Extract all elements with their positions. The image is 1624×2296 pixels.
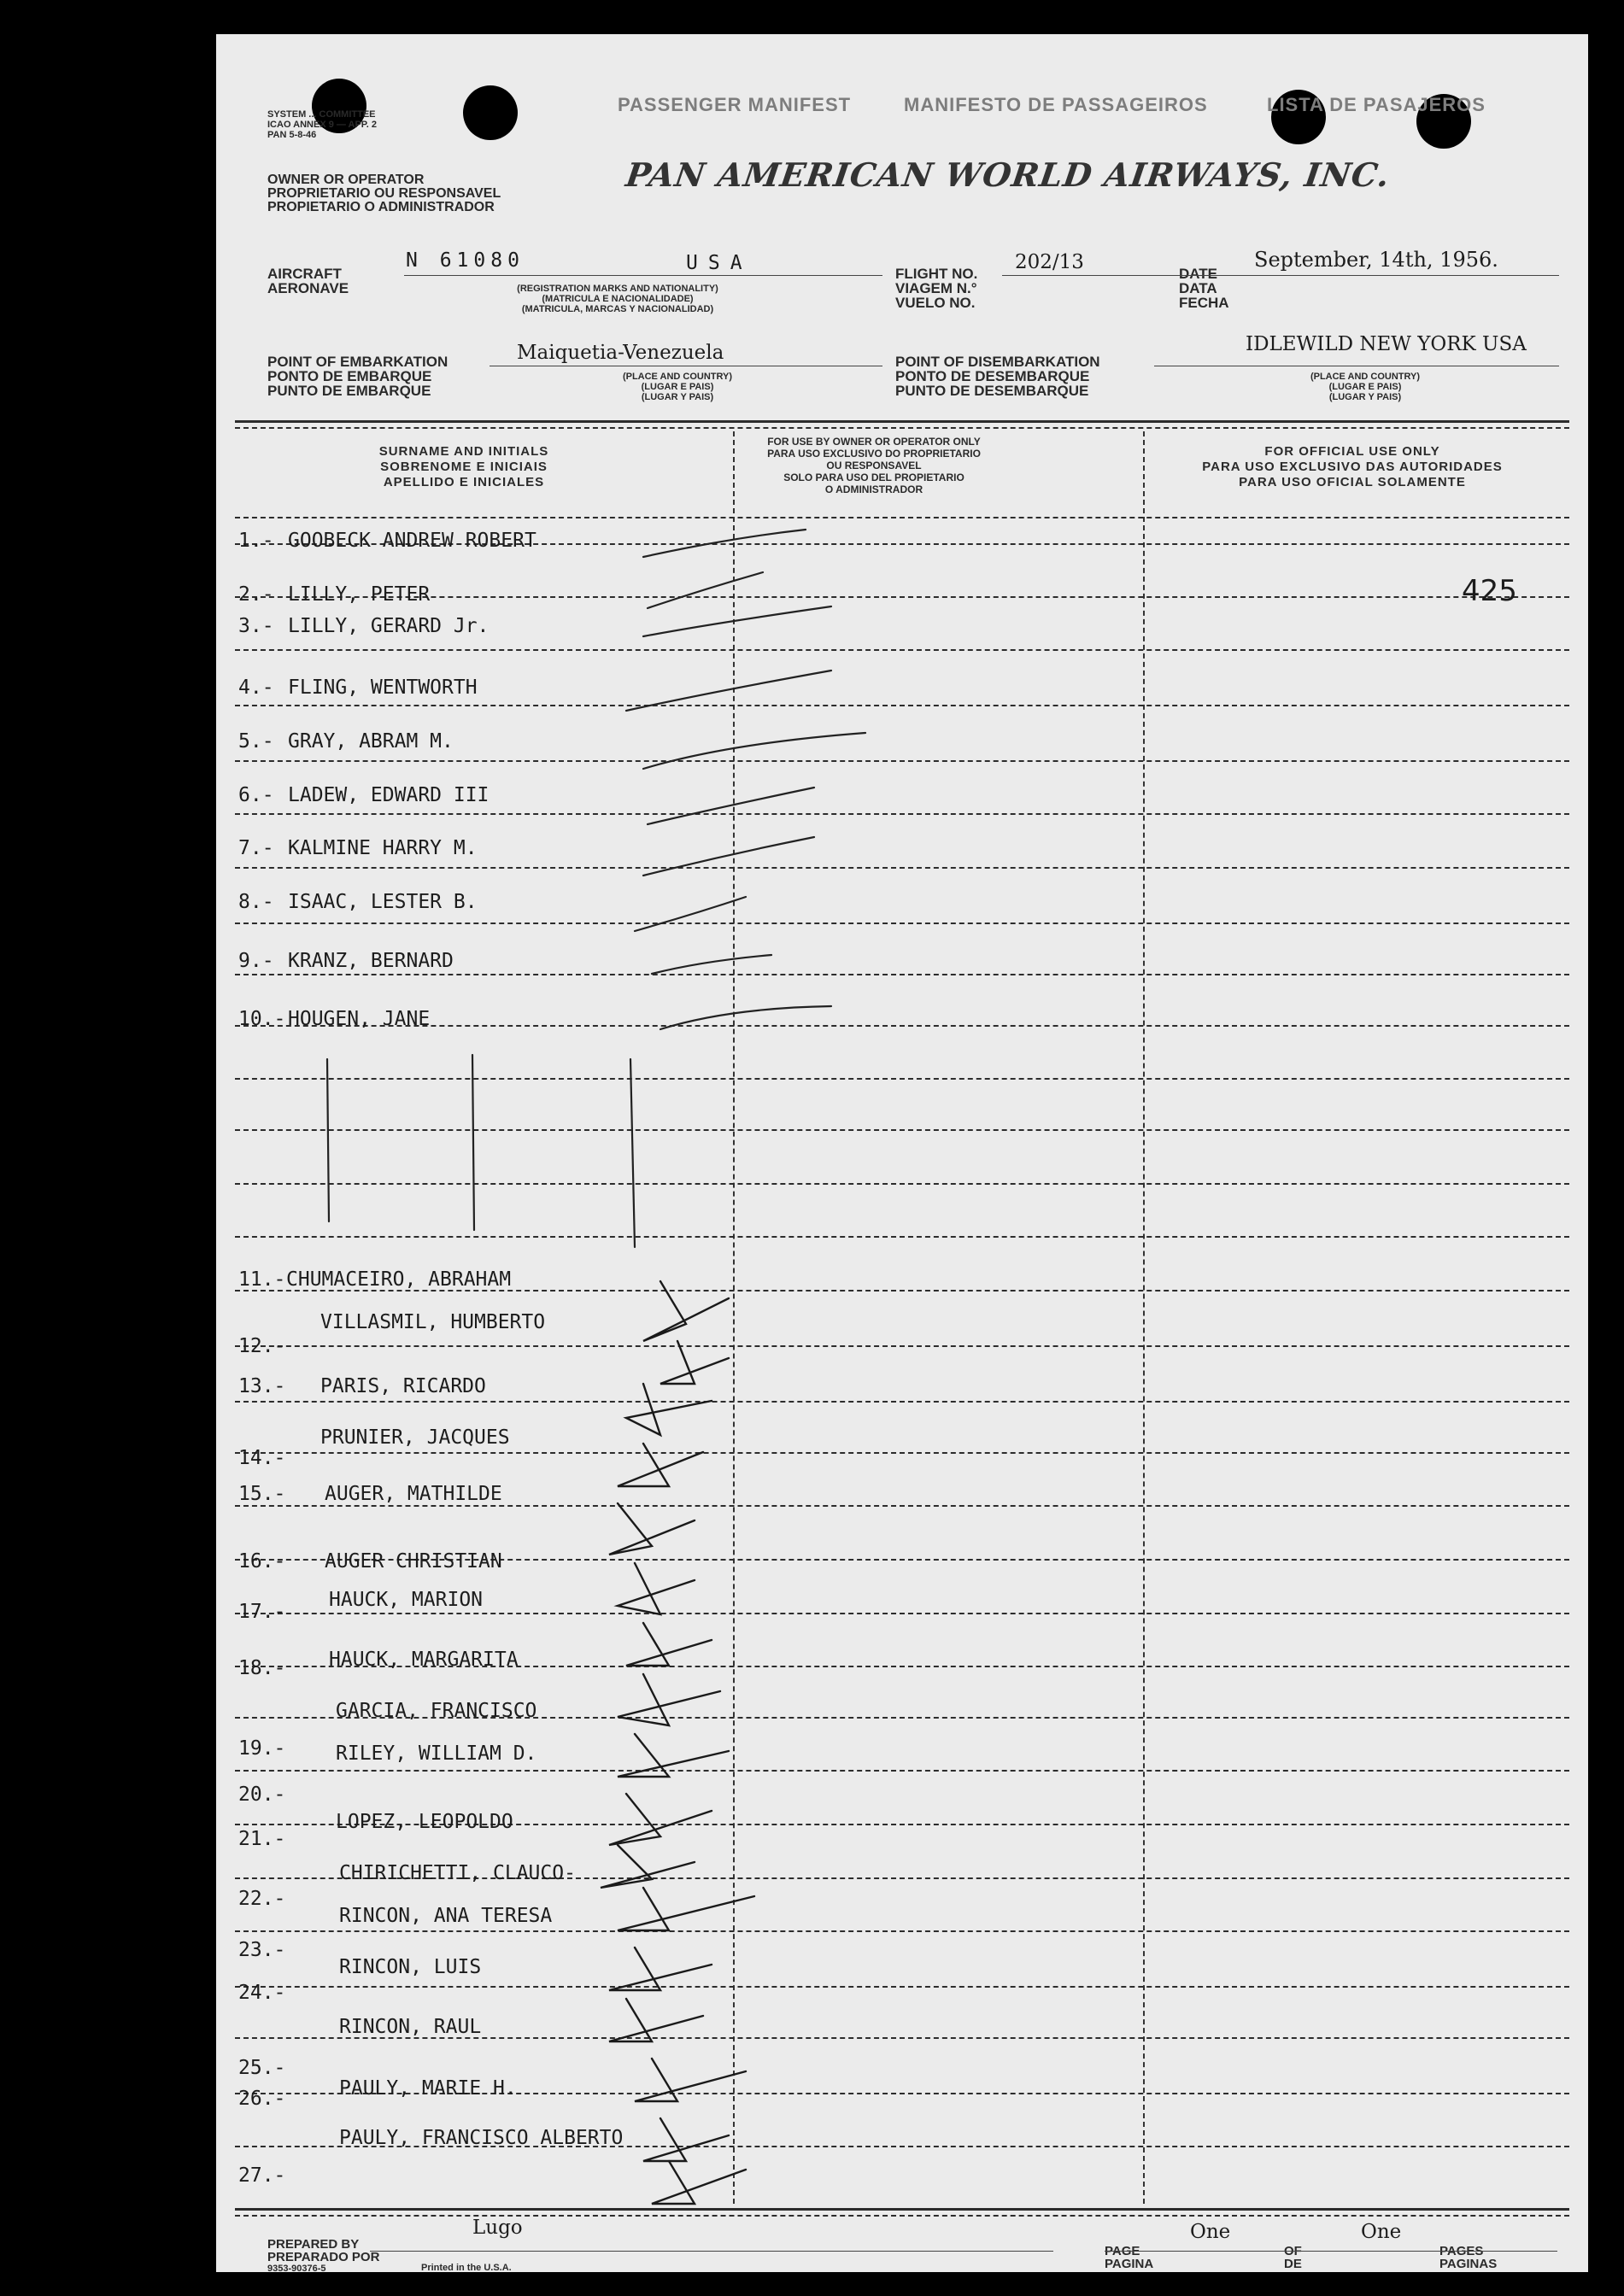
passenger-number: 4.-: [238, 676, 274, 699]
flight-number: 202/13: [1015, 251, 1084, 273]
passenger-number: 18.-: [238, 1657, 286, 1679]
passenger-name: LOPEZ, LEOPOLDO: [336, 1811, 513, 1833]
passenger-number: 19.-: [238, 1737, 286, 1760]
title-portuguese: MANIFESTO DE PASSAGEIROS: [904, 94, 1208, 115]
title-english: PASSENGER MANIFEST: [618, 94, 852, 115]
pages-label: PAGES PAGINAS: [1439, 2244, 1498, 2271]
passenger-name: GRAY, ABRAM M.: [288, 730, 454, 753]
passenger-number: 8.-: [238, 891, 274, 913]
passenger-name: HAUCK, MARGARITA: [329, 1649, 519, 1671]
official-note: 425: [1462, 574, 1517, 608]
date-label: DATE DATA FECHA: [1179, 266, 1229, 311]
passenger-name: VILLASMIL, HUMBERTO: [320, 1311, 546, 1333]
column-header-official: FOR OFFICIAL USE ONLY PARA USO EXCLUSIVO DAS AUTORIDADES PARA USO OFICIAL SOLAMENTE: [1202, 444, 1503, 489]
prepared-by-label: PREPARED BY PREPARADO POR: [267, 2237, 380, 2264]
passenger-number: 2.-: [238, 583, 274, 606]
printed-in: Printed in the U.S.A.: [421, 2263, 512, 2273]
passenger-name: RINCON, ANA TERESA: [339, 1905, 553, 1927]
airline-name: PAN AMERICAN WORLD AIRWAYS, INC.: [623, 155, 1393, 194]
passenger-name: AUGER CHRISTIAN: [325, 1550, 502, 1573]
passenger-number: 17.-: [238, 1601, 286, 1623]
passenger-number: 22.-: [238, 1888, 286, 1910]
passenger-name: GARCIA, FRANCISCO: [336, 1700, 537, 1722]
passenger-number: 9.-: [238, 950, 274, 972]
passenger-number: 7.-: [238, 837, 274, 859]
passenger-number: 1.-: [238, 530, 274, 552]
column-header-name: SURNAME AND INITIALS SOBRENOME E INICIAIS APELLIDO E INICIALES: [378, 444, 549, 489]
handwritten-marks: [216, 34, 1588, 2272]
passenger-name: LILLY, GERARD Jr.: [288, 615, 490, 637]
title-spanish: LISTA DE PASAJEROS: [1267, 94, 1486, 115]
passenger-name: RILEY, WILLIAM D.: [336, 1742, 537, 1765]
passenger-number: 26.-: [238, 2088, 286, 2110]
passenger-number: 16.-: [238, 1550, 286, 1573]
disembarkation-place: IDLEWILD NEW YORK USA: [1246, 333, 1527, 355]
passenger-name: ISAAC, LESTER B.: [288, 891, 478, 913]
passenger-name: FLING, WENTWORTH: [288, 676, 478, 699]
page-label: PAGE PAGINA: [1105, 2244, 1154, 2271]
passenger-name: RINCON, RAUL: [339, 2016, 482, 2038]
passenger-number: 21.-: [238, 1828, 286, 1850]
aircraft-nationality: USA: [686, 252, 753, 274]
passenger-name: KALMINE HARRY M.: [288, 837, 478, 859]
passenger-number: 27.-: [238, 2164, 286, 2187]
disembarkation-label: POINT OF DISEMBARKATION PONTO DE DESEMBARQUE PUNTO DE DESEMBARQUE: [895, 354, 1100, 399]
disembarkation-sublabel: (PLACE AND COUNTRY) (LUGAR E PAIS) (LUGAR Y PAIS): [1310, 372, 1421, 402]
form-ref-line: PAN 5-8-46: [267, 130, 317, 140]
passenger-name: LILLY, PETER: [288, 583, 431, 606]
flight-label: FLIGHT NO. VIAGEM N.° VUELO NO.: [895, 266, 978, 311]
owner-operator-label: OWNER OR OPERATOR PROPRIETARIO OU RESPONSAVEL PROPIETARIO O ADMINISTRADOR: [267, 173, 501, 214]
passenger-number: 20.-: [238, 1784, 286, 1806]
passenger-number: 6.-: [238, 784, 274, 806]
column-header-owner: FOR USE BY OWNER OR OPERATOR ONLY PARA USO EXCLUSIVO DO PROPRIETARIO OU RESPONSAVEL SOLO PARA USO DEL PROPIETARIO O ADMINISTRADOR: [767, 436, 981, 495]
passenger-name: KRANZ, BERNARD: [288, 950, 454, 972]
passenger-name: HAUCK, MARION: [329, 1589, 484, 1611]
passenger-name: PAULY, FRANCISCO ALBERTO: [339, 2127, 624, 2149]
page-value: One: [1190, 2221, 1231, 2243]
flight-date: September, 14th, 1956.: [1254, 248, 1498, 272]
embarkation-label: POINT OF EMBARKATION PONTO DE EMBARQUE PUNTO DE EMBARQUE: [267, 354, 449, 399]
passenger-name: HOUGEN, JANE: [288, 1008, 431, 1030]
passenger-number: 5.-: [238, 730, 274, 753]
passenger-name: PAULY, MARIE H.: [339, 2077, 517, 2100]
passenger-number: 12.-: [238, 1335, 286, 1357]
form-number: 9353-90376-5: [267, 2264, 326, 2274]
passenger-name: LADEW, EDWARD III: [288, 784, 490, 806]
prepared-by-value: Lugo: [472, 2217, 523, 2239]
passenger-name: CHIRICHETTI, CLAUCO-: [339, 1862, 576, 1884]
passenger-name: GOOBECK ANDREW ROBERT: [288, 530, 536, 552]
manifest-sheet: [216, 34, 1588, 2272]
of-value: One: [1361, 2221, 1402, 2243]
passenger-number: 11.-: [238, 1268, 286, 1291]
embarkation-place: Maiquetia-Venezuela: [517, 342, 724, 364]
passenger-number: 14.-: [238, 1447, 286, 1469]
passenger-number: 10.-: [238, 1008, 286, 1030]
passenger-name: AUGER, MATHILDE: [325, 1483, 502, 1505]
form-ref-line: SYSTEM ... COMMITTEE: [267, 109, 376, 120]
passenger-number: 25.-: [238, 2057, 286, 2079]
passenger-number: 3.-: [238, 615, 274, 637]
of-label: OF DE: [1284, 2244, 1302, 2271]
form-ref-line: ICAO ANNEX 9 — APP. 2: [267, 120, 377, 130]
passenger-number: 13.-: [238, 1375, 286, 1397]
passenger-number: 15.-: [238, 1483, 286, 1505]
aircraft-label: AIRCRAFT AERONAVE: [267, 266, 349, 296]
aircraft-registration: N 61080: [406, 249, 525, 272]
passenger-number: 23.-: [238, 1939, 286, 1961]
passenger-number: 24.-: [238, 1982, 286, 2004]
passenger-name: PRUNIER, JACQUES: [320, 1426, 510, 1449]
passenger-name: PARIS, RICARDO: [320, 1375, 486, 1397]
passenger-name: CHUMACEIRO, ABRAHAM: [286, 1268, 512, 1291]
passenger-name: RINCON, LUIS: [339, 1956, 482, 1978]
embarkation-sublabel: (PLACE AND COUNTRY) (LUGAR E PAIS) (LUGAR Y PAIS): [622, 372, 733, 402]
aircraft-sublabel: (REGISTRATION MARKS AND NATIONALITY) (MATRICULA E NACIONALIDADE) (MATRICULA, MARCAS Y NACIONALIDAD): [517, 284, 718, 314]
